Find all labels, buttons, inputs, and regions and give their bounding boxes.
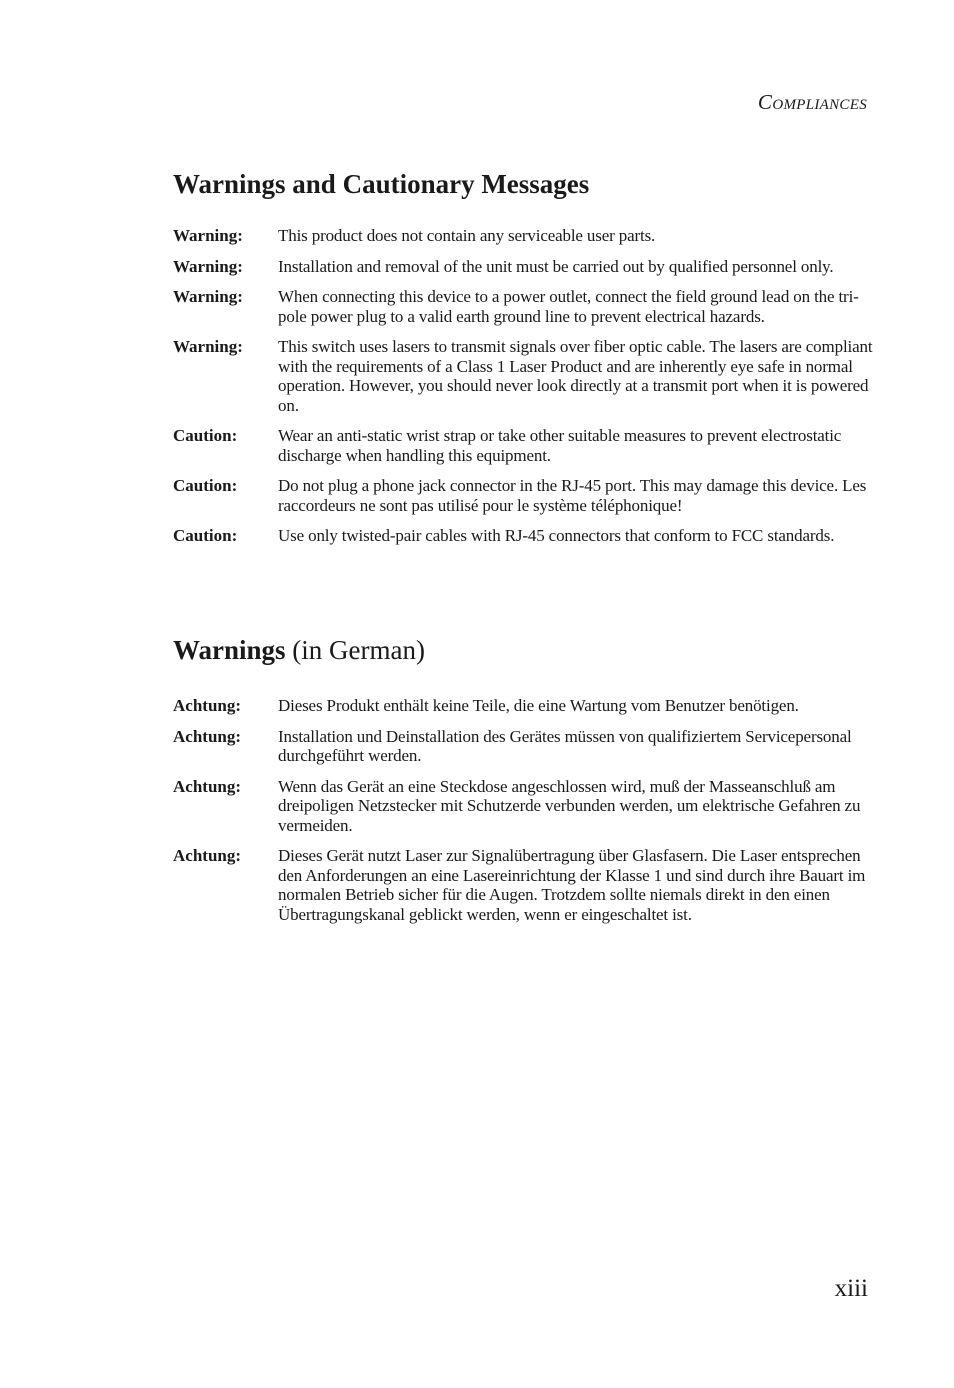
page-number: xiii [834, 1275, 868, 1302]
message-label: Warning: [173, 226, 243, 245]
achtung-item [173, 727, 873, 766]
message-label: Achtung: [173, 776, 242, 796]
message-label: Warning: [173, 287, 243, 306]
section-title-bold: Warnings [173, 635, 286, 665]
achtung-item [173, 777, 873, 836]
message-label: Warning: [173, 256, 243, 276]
message-label: Caution: [173, 476, 238, 495]
message-text: This product does not contain any serviceable user parts. [278, 226, 656, 245]
message-label: Caution: [173, 426, 238, 445]
message-text: Dieses Gerät nutzt Laser zur Signalübertragung über Glasfasern. Die Laser entsprechen den Anforderungen an eine Lasereinrichtung der Klasse 1 und sind durch ihre Bauart im normalen Betrieb sicher für die Augen. Trotzdem sollte niemals direkt in den einen Übertragungskanal geblickt werden, wenn er eingeschaltet ist. [278, 846, 866, 924]
message-text: Installation und Deinstallation des Gerätes müssen von qualifiziertem Servicepersonal durchgeführt werden. [278, 726, 852, 765]
running-head [758, 90, 867, 115]
message-text: Wear an anti-static wrist strap or take other suitable measures to prevent electrostatic discharge when handling this equipment. [278, 426, 842, 465]
message-text: Use only twisted-pair cables with RJ-45 connectors that conform to FCC standards. [278, 526, 835, 545]
warnings-list [173, 226, 873, 557]
message-text: This switch uses lasers to transmit signals over fiber optic cable. The lasers are compliant with the requirements of a Class 1 Laser Product and are inherently eye safe in normal operation. However, you should never look directly at a transmit port when it is powered on. [278, 337, 873, 415]
warning-item [173, 226, 873, 246]
achtung-item [173, 696, 873, 716]
german-warnings-list [173, 696, 873, 935]
warning-item [173, 257, 873, 277]
message-text: Wenn das Gerät an eine Steckdose angeschlossen wird, muß der Masseanschluß am dreipoligen Netzstecker mit Schutzerde verbunden werden, um elektrische Gefahren zu vermeiden. [278, 776, 861, 835]
section-title-warnings: Warnings and Cautionary Messages [173, 169, 590, 199]
message-text: Dieses Produkt enthält keine Teile, die eine Wartung vom Benutzer benötigen. [278, 696, 799, 715]
caution-item [173, 526, 873, 546]
message-label: Achtung: [173, 726, 242, 746]
caution-item [173, 426, 873, 465]
message-label: Achtung: [173, 696, 242, 715]
section-title-suffix: (in German) [292, 635, 425, 665]
achtung-item [173, 846, 873, 924]
message-label: Caution: [173, 526, 238, 545]
section-title-warnings-german [173, 634, 425, 666]
warning-item [173, 287, 873, 326]
message-label: Warning: [173, 337, 243, 356]
message-text: Do not plug a phone jack connector in the RJ-45 port. This may damage this device. Les raccordeurs ne sont pas utilisé pour le système téléphonique! [278, 476, 867, 515]
running-head-cap: C [757, 90, 773, 114]
message-text: Installation and removal of the unit must be carried out by qualified personnel only. [278, 256, 834, 276]
caution-item [173, 476, 873, 515]
message-label: Achtung: [173, 846, 242, 865]
warning-item [173, 337, 873, 415]
running-head-rest: OMPLIANCES [772, 97, 867, 113]
message-text: When connecting this device to a power outlet, connect the field ground lead on the tri-pole power plug to a valid earth ground line to prevent electrical hazards. [278, 287, 859, 326]
